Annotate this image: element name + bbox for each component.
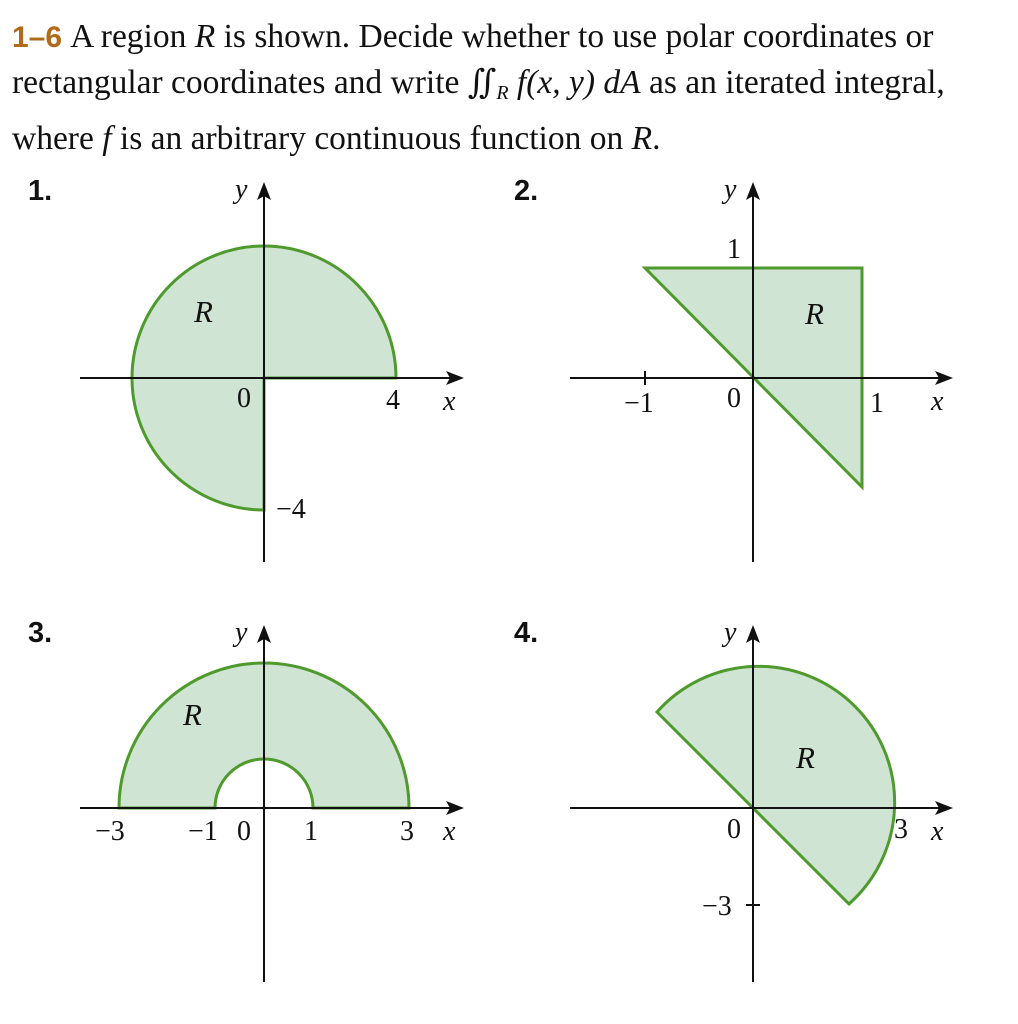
problem-2-label: 2. [514,175,539,207]
intro-text-b: is shown. Decide whether to use polar coordinates or rectangular coordinates and write [12,18,934,101]
tick-2-3: 1 [870,388,884,419]
problem-4-label: 4. [514,617,539,649]
x-label-3: x [443,816,456,847]
region-label-3: R [183,697,202,732]
tick-2-2: 0 [727,383,741,414]
x-label-2: x [931,386,944,417]
region-label-2: R [805,296,824,331]
tick-3-0: −3 [95,816,125,847]
intro-dA: dA [603,64,641,101]
problem-range: 1–6 [12,21,63,54]
tick-2-0: 1 [727,234,741,265]
problem-2 [514,174,953,562]
intro-text-d: is an arbitrary continuous function on [111,120,632,157]
tick-3-2: 0 [237,816,251,847]
tick-3-1: −1 [188,816,218,847]
problem-1-label: 1. [28,175,53,207]
intro-R2: R [631,120,653,157]
x-label-4: x [931,816,944,847]
y-label-1: y [235,174,248,205]
intro-text-e: . [652,120,661,157]
intro-text-c: as an iterated integral, where [12,64,945,157]
intro-args: (x, y) [526,64,604,101]
intro-R: R [194,18,216,55]
tick-1-1: 4 [386,385,400,416]
intro-f2: f [102,120,112,157]
problem-4 [514,617,953,982]
tick-1-0: 0 [237,383,251,414]
y-label-3: y [235,617,248,648]
y-label-4: y [724,617,737,648]
tick-3-4: 3 [400,816,414,847]
y-label-2: y [724,174,737,205]
problem-3-label: 3. [28,617,53,649]
integral-subscript: R [496,82,509,104]
region-label-4: R [796,740,815,775]
x-label-1: x [443,386,456,417]
tick-4-2: −3 [702,891,732,922]
tick-1-2: −4 [276,494,306,525]
problem-1 [28,174,464,562]
region-label-1: R [194,294,213,329]
problem-3 [28,617,464,982]
tick-3-3: 1 [304,816,318,847]
region-4 [657,666,895,904]
integral-sign: ∬ [467,64,497,101]
tick-4-0: 0 [727,814,741,845]
intro-text-a: A region [70,18,195,55]
tick-4-1: 3 [894,814,908,845]
tick-2-1: −1 [624,388,654,419]
intro-f: f [516,64,527,101]
